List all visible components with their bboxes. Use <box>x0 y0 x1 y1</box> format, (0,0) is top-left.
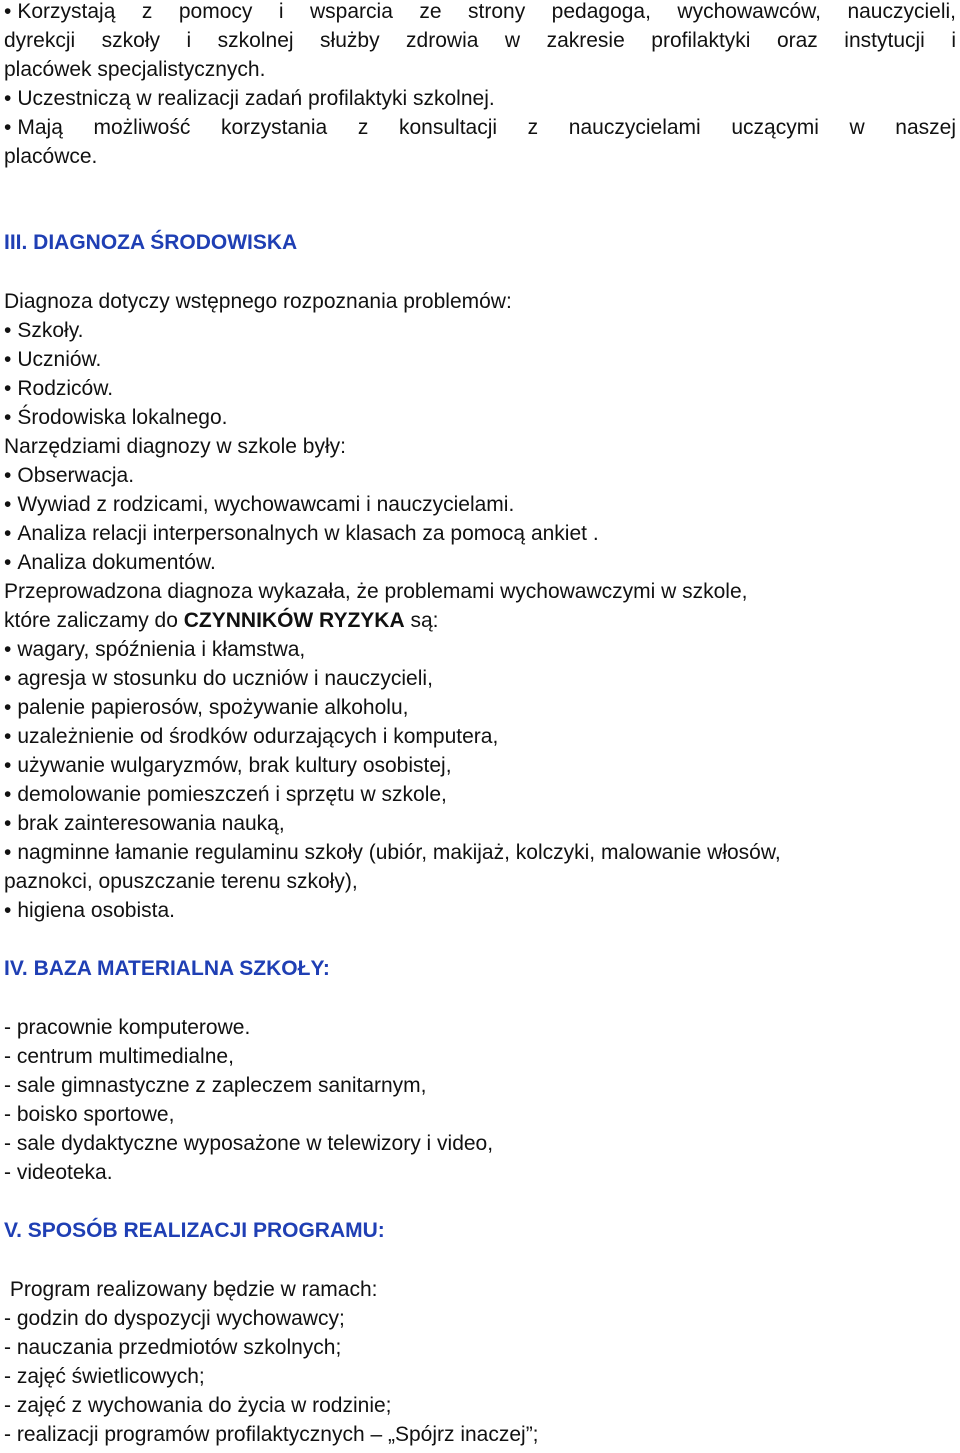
list-item-text: Wywiad z rodzicami, wychowawcami i nauczycielami. <box>17 493 515 516</box>
list-item-continuation: paznokci, opuszczanie terenu szkoły), <box>4 870 358 893</box>
list-item-text: wagary, spóźnienia i kłamstwa, <box>17 638 306 661</box>
list-item: - nauczania przedmiotów szkolnych; <box>4 1336 342 1359</box>
list-item-text: palenie papierosów, spożywanie alkoholu, <box>17 696 409 719</box>
list-item-text: higiena osobista. <box>17 899 175 922</box>
list-item <box>4 490 956 519</box>
list-item <box>4 635 956 664</box>
list-item <box>4 374 956 403</box>
list-item <box>4 693 956 722</box>
list-item <box>4 403 956 432</box>
list-item <box>4 0 956 26</box>
list-item-text: demolowanie pomieszczeń i sprzętu w szkole, <box>17 783 447 806</box>
list-item-text: Analiza relacji interpersonalnych w klasach za pomocą ankiet . <box>17 522 599 545</box>
emphasis-text: CZYNNIKÓW RYZYKA <box>183 609 405 632</box>
list-item <box>4 896 956 925</box>
list-item <box>4 519 956 548</box>
paragraph: Narzędziami diagnozy w szkole były: <box>4 435 346 458</box>
list-item-text: agresja w stosunku do uczniów i nauczycieli, <box>17 667 433 690</box>
section-heading: V. SPOSÓB REALIZACJI PROGRAMU: <box>4 1219 385 1242</box>
list-item: - realizacji programów profilaktycznych – „Spójrz inaczej”; <box>4 1423 539 1446</box>
list-item: - sale dydaktyczne wyposażone w telewizory i video, <box>4 1132 494 1155</box>
list-item-text: uzależnienie od środków odurzających i komputera, <box>17 725 499 748</box>
list-item: - sale gimnastyczne z zapleczem sanitarnym, <box>4 1074 427 1097</box>
list-item-text: używanie wulgaryzmów, brak kultury osobistej, <box>17 754 452 777</box>
list-item <box>4 751 956 780</box>
list-item-text: Szkoły. <box>17 319 84 342</box>
list-item-text: Uczniów. <box>17 348 102 371</box>
list-item <box>4 113 956 142</box>
paragraph-text: są: <box>404 609 439 632</box>
list-item-text: brak zainteresowania nauką, <box>17 812 285 835</box>
list-item-text: Analiza dokumentów. <box>17 551 216 574</box>
list-item <box>4 316 956 345</box>
paragraph-text: które zaliczamy do <box>4 609 184 632</box>
list-item-text: Uczestniczą w realizacji zadań profilaktyki szkolnej. <box>17 87 495 110</box>
list-item <box>4 838 956 867</box>
list-item: - zajęć z wychowania do życia w rodzinie; <box>4 1394 392 1417</box>
list-item <box>4 548 956 577</box>
list-item <box>4 722 956 751</box>
section-heading: III. DIAGNOZA ŚRODOWISKA <box>4 231 298 254</box>
list-item <box>4 345 956 374</box>
paragraph: Diagnoza dotyczy wstępnego rozpoznania problemów: <box>4 290 512 313</box>
list-item: - pracownie komputerowe. <box>4 1016 251 1039</box>
list-item: - boisko sportowe, <box>4 1103 175 1126</box>
list-item <box>4 809 956 838</box>
list-item: - centrum multimedialne, <box>4 1045 234 1068</box>
list-item-text: Korzystają z pomocy i wsparcia ze strony pedagoga, wychowawców, nauczycieli, <box>17 0 956 23</box>
list-item-text: Mają możliwość korzystania z konsultacji z nauczycielami uczącymi w naszej <box>17 116 956 139</box>
list-item-text: nagminne łamanie regulaminu szkoły (ubiór, makijaż, kolczyki, malowanie włosów, <box>17 841 781 864</box>
list-item: - zajęć świetlicowych; <box>4 1365 205 1388</box>
list-item-continuation: placówce. <box>4 145 98 168</box>
paragraph: Przeprowadzona diagnoza wykazała, że problemami wychowawczymi w szkole, <box>4 580 748 603</box>
paragraph <box>4 606 956 635</box>
list-item: - videoteka. <box>4 1161 113 1184</box>
list-item <box>4 780 956 809</box>
list-item-text: Obserwacja. <box>17 464 135 487</box>
list-item-text: Rodziców. <box>17 377 114 400</box>
paragraph: Program realizowany będzie w ramach: <box>4 1278 378 1301</box>
list-item <box>4 84 956 113</box>
section-heading: IV. BAZA MATERIALNA SZKOŁY: <box>4 957 330 980</box>
list-item-continuation: dyrekcji szkoły i szkolnej służby zdrowia w zakresie profilaktyki oraz instytucji i <box>4 29 956 52</box>
list-item-continuation: placówek specjalistycznych. <box>4 58 266 81</box>
list-item-text: Środowiska lokalnego. <box>17 406 228 429</box>
list-item <box>4 664 956 693</box>
list-item <box>4 461 956 490</box>
list-item: - godzin do dyspozycji wychowawcy; <box>4 1307 345 1330</box>
